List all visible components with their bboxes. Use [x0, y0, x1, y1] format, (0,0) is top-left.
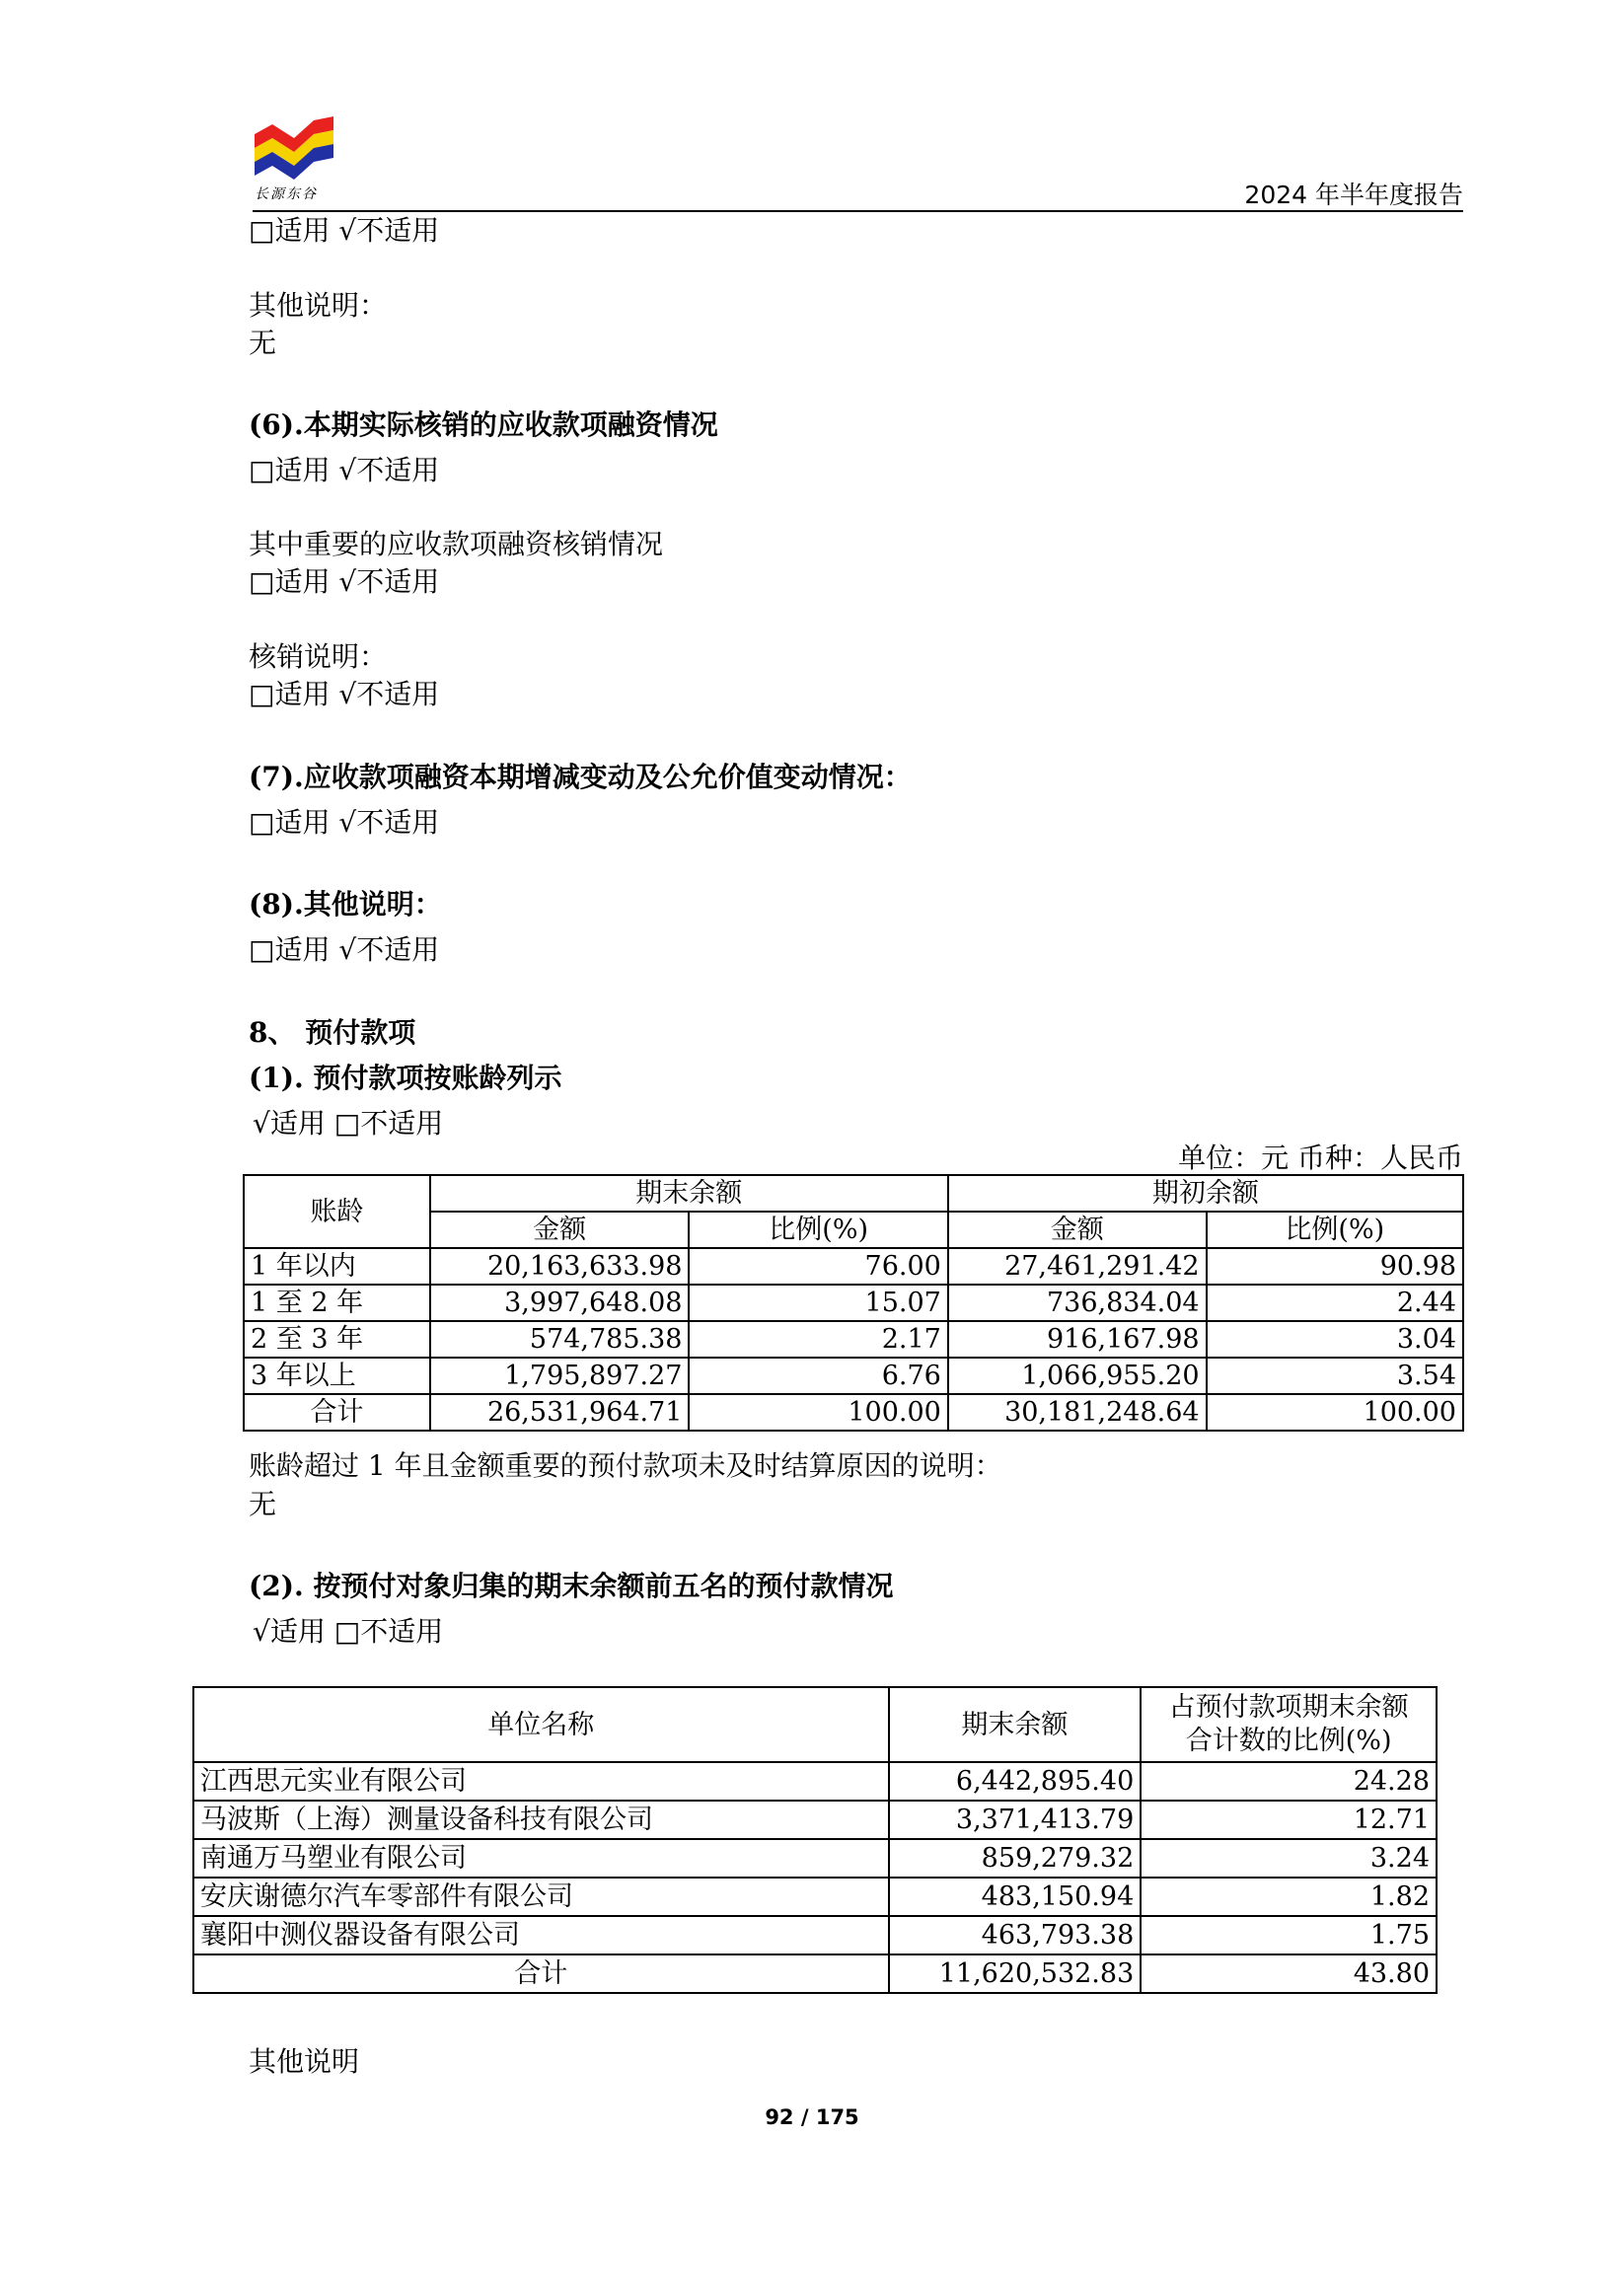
unit-name: 江西思元实业有限公司	[193, 1762, 889, 1801]
begin-ratio: 90.98	[1207, 1248, 1463, 1285]
logo-text: 长源东谷	[255, 186, 318, 202]
total-begin-amount: 30,181,248.64	[948, 1394, 1207, 1431]
table-row	[193, 1878, 1437, 1916]
row-label: 1 至 2 年	[244, 1285, 430, 1321]
subsection-1-title: (1). 预付款项按账龄列示	[249, 1062, 562, 1094]
applicability-3: □适用 √不适用	[249, 565, 440, 598]
company-logo	[253, 116, 335, 201]
end-ratio: 15.07	[689, 1285, 947, 1321]
header-begin-ratio: 比例(%)	[1207, 1212, 1463, 1248]
header-begin-balance: 期初余额	[948, 1175, 1463, 1212]
header-ratio	[1141, 1687, 1437, 1762]
table-row	[244, 1321, 1463, 1358]
applicability-8: √适用 □不适用	[253, 1615, 444, 1648]
aging-note-value: 无	[249, 1488, 277, 1520]
end-amount: 20,163,633.98	[430, 1248, 690, 1285]
page-number: 92 / 175	[765, 2105, 859, 2129]
total-end-ratio: 100.00	[689, 1394, 947, 1431]
aging-note: 账龄超过 1 年且金额重要的预付款项未及时结算原因的说明：	[249, 1449, 1002, 1482]
applicability-6: □适用 √不适用	[249, 933, 440, 966]
ratio: 24.28	[1141, 1762, 1437, 1801]
applicability-7: √适用 □不适用	[253, 1107, 444, 1140]
prepayment-aging-table	[243, 1174, 1464, 1432]
applicability-5: □适用 √不适用	[249, 806, 440, 839]
balance: 6,442,895.40	[889, 1762, 1142, 1801]
end-amount: 1,795,897.27	[430, 1358, 690, 1394]
end-amount: 3,997,648.08	[430, 1285, 690, 1321]
begin-amount: 916,167.98	[948, 1321, 1207, 1358]
total-ratio: 43.80	[1141, 1954, 1437, 1993]
heading-6: (6).本期实际核销的应收款项融资情况	[249, 408, 718, 441]
header-end-ratio: 比例(%)	[689, 1212, 947, 1248]
header-ratio-line1: 占预付款项期末余额	[1168, 1692, 1409, 1723]
balance: 483,150.94	[889, 1878, 1142, 1916]
table-total-row	[193, 1954, 1437, 1993]
header-unit-name: 单位名称	[193, 1687, 889, 1762]
begin-amount: 736,834.04	[948, 1285, 1207, 1321]
applicability-2: □适用 √不适用	[249, 454, 440, 486]
begin-ratio: 3.04	[1207, 1321, 1463, 1358]
total-begin-ratio: 100.00	[1207, 1394, 1463, 1431]
heading-8: (8).其他说明：	[249, 888, 442, 921]
begin-amount: 27,461,291.42	[948, 1248, 1207, 1285]
important-writeoff-label: 其中重要的应收款项融资核销情况	[249, 528, 664, 560]
unit-name: 安庆谢德尔汽车零部件有限公司	[193, 1878, 889, 1916]
other-notes-value: 无	[249, 327, 277, 359]
writeoff-notes-label: 核销说明：	[249, 640, 388, 673]
ratio: 1.75	[1141, 1916, 1437, 1954]
table-row	[244, 1248, 1463, 1285]
row-label: 1 年以内	[244, 1248, 430, 1285]
unit-name: 马波斯（上海）测量设备科技有限公司	[193, 1801, 889, 1839]
header-end-balance: 期末余额	[430, 1175, 948, 1212]
heading-7: (7).应收款项融资本期增减变动及公允价值变动情况：	[249, 761, 912, 793]
balance: 859,279.32	[889, 1839, 1142, 1878]
begin-ratio: 2.44	[1207, 1285, 1463, 1321]
total-balance: 11,620,532.83	[889, 1954, 1142, 1993]
table-row	[193, 1916, 1437, 1954]
section-8-title: 8、 预付款项	[249, 1016, 416, 1049]
table-total-row	[244, 1394, 1463, 1431]
end-ratio: 2.17	[689, 1321, 947, 1358]
total-end-amount: 26,531,964.71	[430, 1394, 690, 1431]
applicability-1: □适用 √不适用	[249, 214, 440, 247]
other-notes-label: 其他说明：	[249, 289, 388, 322]
header-aging: 账龄	[244, 1175, 430, 1248]
end-amount: 574,785.38	[430, 1321, 690, 1358]
begin-ratio: 3.54	[1207, 1358, 1463, 1394]
final-notes-label: 其他说明	[249, 2045, 360, 2078]
total-label: 合计	[244, 1394, 430, 1431]
table-row	[244, 1285, 1463, 1321]
table-header-row	[193, 1687, 1437, 1762]
ratio: 12.71	[1141, 1801, 1437, 1839]
table-row	[193, 1762, 1437, 1801]
table-row	[244, 1358, 1463, 1394]
ratio: 3.24	[1141, 1839, 1437, 1878]
row-label: 2 至 3 年	[244, 1321, 430, 1358]
header-end-amount: 金额	[430, 1212, 690, 1248]
ratio: 1.82	[1141, 1878, 1437, 1916]
table-row	[193, 1801, 1437, 1839]
balance: 463,793.38	[889, 1916, 1142, 1954]
balance: 3,371,413.79	[889, 1801, 1142, 1839]
header-rule	[253, 210, 1463, 212]
row-label: 3 年以上	[244, 1358, 430, 1394]
top5-prepayment-table	[192, 1686, 1438, 1994]
table-header-row	[244, 1175, 1463, 1212]
begin-amount: 1,066,955.20	[948, 1358, 1207, 1394]
table-row	[193, 1839, 1437, 1878]
report-title: 2024 年半年度报告	[1244, 181, 1463, 209]
unit-name: 南通万马塑业有限公司	[193, 1839, 889, 1878]
applicability-4: □适用 √不适用	[249, 678, 440, 710]
unit-currency-line: 单位：元 币种：人民币	[1178, 1142, 1463, 1174]
end-ratio: 76.00	[689, 1248, 947, 1285]
header-begin-amount: 金额	[948, 1212, 1207, 1248]
total-label: 合计	[193, 1954, 889, 1993]
unit-name: 襄阳中测仪器设备有限公司	[193, 1916, 889, 1954]
header-balance: 期末余额	[889, 1687, 1142, 1762]
header-ratio-line2: 合计数的比例(%)	[1185, 1726, 1392, 1756]
end-ratio: 6.76	[689, 1358, 947, 1394]
subsection-2-title: (2). 按预付对象归集的期末余额前五名的预付款情况	[249, 1570, 894, 1602]
